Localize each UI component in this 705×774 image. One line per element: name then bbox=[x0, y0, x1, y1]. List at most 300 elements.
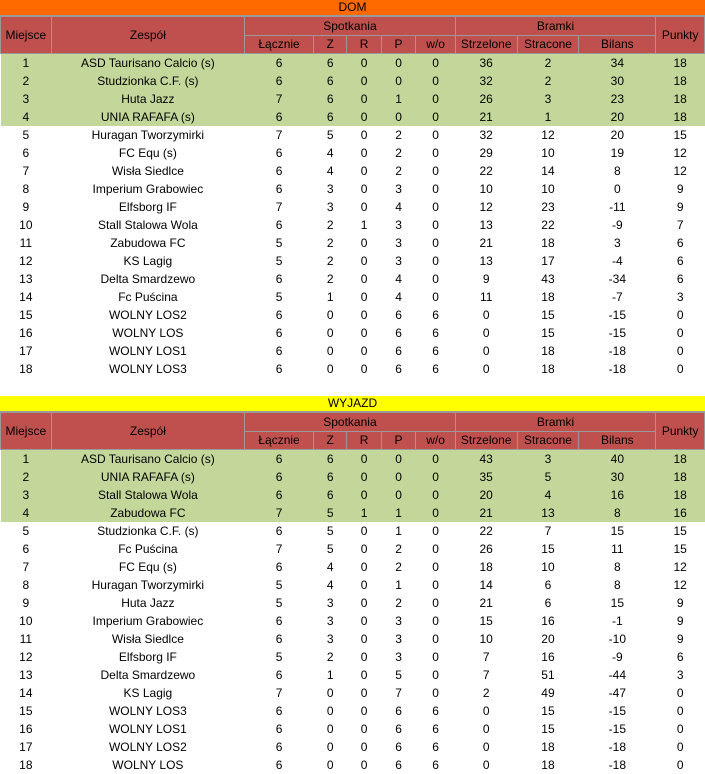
cell-points: 6 bbox=[656, 270, 705, 288]
cell-scored: 0 bbox=[455, 324, 517, 342]
cell-walkovers: 0 bbox=[416, 90, 456, 108]
cell-balance: -34 bbox=[579, 270, 656, 288]
cell-team: Studzionka C.F. (s) bbox=[51, 522, 244, 540]
cell-place: 4 bbox=[1, 108, 52, 126]
cell-walkovers: 0 bbox=[416, 180, 456, 198]
cell-scored: 15 bbox=[455, 612, 517, 630]
cell-scored: 20 bbox=[455, 486, 517, 504]
cell-total: 5 bbox=[245, 252, 314, 270]
cell-balance: -7 bbox=[579, 288, 656, 306]
cell-points: 9 bbox=[656, 594, 705, 612]
cell-balance: 15 bbox=[579, 594, 656, 612]
cell-balance: -47 bbox=[579, 684, 656, 702]
table-row bbox=[1, 198, 705, 216]
header-matches: Spotkania bbox=[245, 413, 456, 432]
cell-scored: 43 bbox=[455, 450, 517, 469]
cell-place: 12 bbox=[1, 648, 52, 666]
cell-walkovers: 0 bbox=[416, 630, 456, 648]
cell-conceded: 16 bbox=[517, 648, 579, 666]
cell-points: 18 bbox=[656, 90, 705, 108]
table-row bbox=[1, 288, 705, 306]
cell-place: 6 bbox=[1, 540, 52, 558]
cell-scored: 0 bbox=[455, 360, 517, 378]
cell-scored: 9 bbox=[455, 270, 517, 288]
cell-balance: 0 bbox=[579, 180, 656, 198]
cell-scored: 10 bbox=[455, 630, 517, 648]
header-balance: Bilans bbox=[579, 432, 656, 450]
cell-team: Wisła Siedlce bbox=[51, 630, 244, 648]
cell-draws: 0 bbox=[347, 90, 381, 108]
cell-points: 3 bbox=[656, 666, 705, 684]
cell-scored: 10 bbox=[455, 180, 517, 198]
cell-team: WOLNY LOS1 bbox=[51, 342, 244, 360]
table-row bbox=[1, 738, 705, 756]
cell-wins: 5 bbox=[313, 126, 346, 144]
cell-wins: 3 bbox=[313, 198, 346, 216]
cell-losses: 6 bbox=[381, 342, 415, 360]
cell-losses: 3 bbox=[381, 216, 415, 234]
cell-wins: 6 bbox=[313, 450, 346, 469]
cell-team: Fc Puścina bbox=[51, 288, 244, 306]
cell-place: 10 bbox=[1, 612, 52, 630]
cell-total: 6 bbox=[245, 270, 314, 288]
cell-conceded: 15 bbox=[517, 540, 579, 558]
cell-place: 6 bbox=[1, 144, 52, 162]
cell-walkovers: 0 bbox=[416, 162, 456, 180]
cell-place: 5 bbox=[1, 522, 52, 540]
cell-scored: 35 bbox=[455, 468, 517, 486]
cell-place: 11 bbox=[1, 630, 52, 648]
cell-scored: 0 bbox=[455, 720, 517, 738]
table-row bbox=[1, 324, 705, 342]
cell-wins: 0 bbox=[313, 684, 346, 702]
cell-walkovers: 0 bbox=[416, 450, 456, 469]
cell-place: 16 bbox=[1, 324, 52, 342]
cell-losses: 4 bbox=[381, 198, 415, 216]
cell-total: 6 bbox=[245, 612, 314, 630]
cell-walkovers: 6 bbox=[416, 720, 456, 738]
cell-place: 13 bbox=[1, 666, 52, 684]
section-title: WYJAZD bbox=[0, 396, 705, 412]
cell-total: 6 bbox=[245, 558, 314, 576]
cell-team: Delta Smardzewo bbox=[51, 270, 244, 288]
cell-losses: 3 bbox=[381, 180, 415, 198]
cell-walkovers: 0 bbox=[416, 558, 456, 576]
cell-place: 2 bbox=[1, 468, 52, 486]
cell-team: Huragan Tworzymirki bbox=[51, 126, 244, 144]
cell-scored: 21 bbox=[455, 108, 517, 126]
cell-place: 16 bbox=[1, 720, 52, 738]
table-row bbox=[1, 612, 705, 630]
cell-scored: 32 bbox=[455, 126, 517, 144]
cell-team: Fc Puścina bbox=[51, 540, 244, 558]
cell-points: 3 bbox=[656, 288, 705, 306]
cell-draws: 0 bbox=[347, 756, 381, 774]
cell-balance: 16 bbox=[579, 486, 656, 504]
table-row bbox=[1, 450, 705, 469]
cell-place: 17 bbox=[1, 738, 52, 756]
header-losses: P bbox=[381, 36, 415, 54]
cell-team: Elfsborg IF bbox=[51, 648, 244, 666]
cell-balance: 11 bbox=[579, 540, 656, 558]
cell-wins: 5 bbox=[313, 522, 346, 540]
cell-points: 12 bbox=[656, 558, 705, 576]
cell-points: 12 bbox=[656, 162, 705, 180]
cell-wins: 6 bbox=[313, 90, 346, 108]
cell-draws: 0 bbox=[347, 144, 381, 162]
cell-losses: 3 bbox=[381, 252, 415, 270]
cell-place: 1 bbox=[1, 450, 52, 469]
cell-team: ASD Taurisano Calcio (s) bbox=[51, 450, 244, 469]
cell-losses: 4 bbox=[381, 270, 415, 288]
cell-conceded: 12 bbox=[517, 126, 579, 144]
cell-balance: -18 bbox=[579, 342, 656, 360]
cell-team: Stall Stalowa Wola bbox=[51, 216, 244, 234]
table-row bbox=[1, 306, 705, 324]
cell-balance: 34 bbox=[579, 54, 656, 73]
cell-draws: 0 bbox=[347, 522, 381, 540]
cell-draws: 0 bbox=[347, 324, 381, 342]
table-row bbox=[1, 54, 705, 73]
cell-wins: 1 bbox=[313, 666, 346, 684]
table-row bbox=[1, 216, 705, 234]
cell-place: 7 bbox=[1, 558, 52, 576]
cell-wins: 0 bbox=[313, 342, 346, 360]
cell-draws: 1 bbox=[347, 504, 381, 522]
cell-scored: 12 bbox=[455, 198, 517, 216]
cell-wins: 0 bbox=[313, 360, 346, 378]
cell-walkovers: 0 bbox=[416, 54, 456, 73]
cell-points: 18 bbox=[656, 468, 705, 486]
standings-body bbox=[1, 54, 705, 379]
cell-team: WOLNY LOS1 bbox=[51, 720, 244, 738]
table-row bbox=[1, 270, 705, 288]
cell-wins: 4 bbox=[313, 144, 346, 162]
cell-team: Zabudowa FC bbox=[51, 234, 244, 252]
cell-draws: 0 bbox=[347, 558, 381, 576]
cell-losses: 1 bbox=[381, 522, 415, 540]
cell-conceded: 3 bbox=[517, 90, 579, 108]
cell-points: 9 bbox=[656, 198, 705, 216]
cell-total: 6 bbox=[245, 342, 314, 360]
cell-points: 18 bbox=[656, 54, 705, 73]
cell-wins: 3 bbox=[313, 630, 346, 648]
cell-losses: 6 bbox=[381, 720, 415, 738]
cell-scored: 13 bbox=[455, 252, 517, 270]
cell-total: 7 bbox=[245, 126, 314, 144]
cell-scored: 21 bbox=[455, 234, 517, 252]
cell-walkovers: 6 bbox=[416, 756, 456, 774]
cell-wins: 2 bbox=[313, 216, 346, 234]
header-scored: Strzelone bbox=[455, 432, 517, 450]
cell-team: Elfsborg IF bbox=[51, 198, 244, 216]
cell-wins: 4 bbox=[313, 162, 346, 180]
cell-walkovers: 0 bbox=[416, 216, 456, 234]
cell-balance: 30 bbox=[579, 468, 656, 486]
cell-points: 0 bbox=[656, 342, 705, 360]
cell-wins: 1 bbox=[313, 288, 346, 306]
cell-team: WOLNY LOS2 bbox=[51, 306, 244, 324]
cell-place: 13 bbox=[1, 270, 52, 288]
table-row bbox=[1, 540, 705, 558]
header-place: Miejsce bbox=[1, 17, 52, 54]
cell-wins: 6 bbox=[313, 486, 346, 504]
cell-walkovers: 0 bbox=[416, 234, 456, 252]
cell-total: 6 bbox=[245, 162, 314, 180]
cell-losses: 5 bbox=[381, 666, 415, 684]
table-row bbox=[1, 360, 705, 378]
cell-balance: -15 bbox=[579, 324, 656, 342]
cell-wins: 2 bbox=[313, 270, 346, 288]
cell-balance: -4 bbox=[579, 252, 656, 270]
cell-total: 6 bbox=[245, 216, 314, 234]
cell-conceded: 18 bbox=[517, 738, 579, 756]
cell-team: Imperium Grabowiec bbox=[51, 180, 244, 198]
cell-points: 6 bbox=[656, 252, 705, 270]
cell-draws: 0 bbox=[347, 126, 381, 144]
cell-conceded: 51 bbox=[517, 666, 579, 684]
cell-walkovers: 6 bbox=[416, 738, 456, 756]
cell-total: 6 bbox=[245, 630, 314, 648]
cell-total: 6 bbox=[245, 756, 314, 774]
cell-team: UNIA RAFAFA (s) bbox=[51, 108, 244, 126]
cell-draws: 0 bbox=[347, 270, 381, 288]
cell-losses: 4 bbox=[381, 288, 415, 306]
cell-team: Zabudowa FC bbox=[51, 504, 244, 522]
header-walkovers: w/o bbox=[416, 432, 456, 450]
header-walkovers: w/o bbox=[416, 36, 456, 54]
cell-total: 6 bbox=[245, 54, 314, 73]
cell-losses: 0 bbox=[381, 108, 415, 126]
cell-scored: 7 bbox=[455, 666, 517, 684]
cell-total: 6 bbox=[245, 702, 314, 720]
cell-draws: 0 bbox=[347, 684, 381, 702]
cell-team: Wisła Siedlce bbox=[51, 162, 244, 180]
cell-total: 6 bbox=[245, 450, 314, 469]
cell-team: WOLNY LOS2 bbox=[51, 738, 244, 756]
cell-scored: 36 bbox=[455, 54, 517, 73]
cell-total: 5 bbox=[245, 288, 314, 306]
cell-walkovers: 0 bbox=[416, 270, 456, 288]
cell-balance: -1 bbox=[579, 612, 656, 630]
cell-balance: 23 bbox=[579, 90, 656, 108]
cell-place: 8 bbox=[1, 180, 52, 198]
cell-conceded: 15 bbox=[517, 702, 579, 720]
cell-balance: -10 bbox=[579, 630, 656, 648]
cell-balance: -15 bbox=[579, 702, 656, 720]
section-title: DOM bbox=[0, 0, 705, 16]
cell-draws: 0 bbox=[347, 594, 381, 612]
cell-draws: 0 bbox=[347, 630, 381, 648]
cell-total: 7 bbox=[245, 684, 314, 702]
cell-losses: 0 bbox=[381, 486, 415, 504]
cell-place: 18 bbox=[1, 360, 52, 378]
cell-draws: 0 bbox=[347, 576, 381, 594]
cell-place: 15 bbox=[1, 702, 52, 720]
cell-losses: 0 bbox=[381, 468, 415, 486]
table-row bbox=[1, 684, 705, 702]
cell-conceded: 18 bbox=[517, 234, 579, 252]
cell-balance: 15 bbox=[579, 522, 656, 540]
cell-walkovers: 0 bbox=[416, 468, 456, 486]
cell-balance: 3 bbox=[579, 234, 656, 252]
cell-walkovers: 0 bbox=[416, 576, 456, 594]
cell-walkovers: 0 bbox=[416, 648, 456, 666]
cell-wins: 0 bbox=[313, 702, 346, 720]
cell-team: Stall Stalowa Wola bbox=[51, 486, 244, 504]
cell-wins: 0 bbox=[313, 756, 346, 774]
cell-balance: 8 bbox=[579, 558, 656, 576]
cell-points: 7 bbox=[656, 216, 705, 234]
cell-losses: 0 bbox=[381, 72, 415, 90]
cell-team: Studzionka C.F. (s) bbox=[51, 72, 244, 90]
standings-body bbox=[1, 450, 705, 774]
cell-total: 6 bbox=[245, 306, 314, 324]
cell-conceded: 6 bbox=[517, 594, 579, 612]
cell-walkovers: 6 bbox=[416, 306, 456, 324]
table-row bbox=[1, 702, 705, 720]
cell-scored: 21 bbox=[455, 594, 517, 612]
cell-wins: 0 bbox=[313, 324, 346, 342]
cell-draws: 0 bbox=[347, 720, 381, 738]
cell-total: 6 bbox=[245, 666, 314, 684]
cell-place: 1 bbox=[1, 54, 52, 73]
cell-losses: 6 bbox=[381, 702, 415, 720]
cell-points: 16 bbox=[656, 504, 705, 522]
cell-losses: 2 bbox=[381, 144, 415, 162]
cell-place: 14 bbox=[1, 288, 52, 306]
cell-walkovers: 0 bbox=[416, 666, 456, 684]
standings-table bbox=[0, 16, 705, 378]
cell-scored: 22 bbox=[455, 162, 517, 180]
cell-place: 14 bbox=[1, 684, 52, 702]
cell-total: 5 bbox=[245, 576, 314, 594]
header-total: Łącznie bbox=[245, 432, 314, 450]
cell-scored: 21 bbox=[455, 504, 517, 522]
table-row bbox=[1, 630, 705, 648]
cell-losses: 1 bbox=[381, 90, 415, 108]
cell-wins: 6 bbox=[313, 54, 346, 73]
cell-balance: -15 bbox=[579, 720, 656, 738]
cell-place: 4 bbox=[1, 504, 52, 522]
cell-team: Imperium Grabowiec bbox=[51, 612, 244, 630]
table-row bbox=[1, 558, 705, 576]
cell-wins: 0 bbox=[313, 306, 346, 324]
cell-scored: 26 bbox=[455, 90, 517, 108]
cell-wins: 4 bbox=[313, 576, 346, 594]
cell-losses: 2 bbox=[381, 540, 415, 558]
cell-losses: 2 bbox=[381, 558, 415, 576]
cell-walkovers: 0 bbox=[416, 594, 456, 612]
cell-points: 15 bbox=[656, 540, 705, 558]
cell-points: 6 bbox=[656, 648, 705, 666]
cell-draws: 0 bbox=[347, 72, 381, 90]
cell-draws: 0 bbox=[347, 180, 381, 198]
header-matches: Spotkania bbox=[245, 17, 456, 36]
cell-conceded: 7 bbox=[517, 522, 579, 540]
header-draws: R bbox=[347, 432, 381, 450]
cell-losses: 3 bbox=[381, 630, 415, 648]
cell-draws: 0 bbox=[347, 450, 381, 469]
cell-team: WOLNY LOS3 bbox=[51, 360, 244, 378]
cell-losses: 6 bbox=[381, 738, 415, 756]
cell-draws: 0 bbox=[347, 252, 381, 270]
cell-team: WOLNY LOS bbox=[51, 756, 244, 774]
cell-balance: -9 bbox=[579, 216, 656, 234]
cell-points: 0 bbox=[656, 702, 705, 720]
table-row bbox=[1, 144, 705, 162]
cell-draws: 0 bbox=[347, 198, 381, 216]
cell-balance: 20 bbox=[579, 126, 656, 144]
cell-conceded: 15 bbox=[517, 306, 579, 324]
cell-place: 2 bbox=[1, 72, 52, 90]
cell-conceded: 15 bbox=[517, 324, 579, 342]
cell-conceded: 13 bbox=[517, 504, 579, 522]
cell-points: 0 bbox=[656, 738, 705, 756]
cell-walkovers: 0 bbox=[416, 486, 456, 504]
cell-conceded: 17 bbox=[517, 252, 579, 270]
cell-scored: 0 bbox=[455, 756, 517, 774]
cell-scored: 26 bbox=[455, 540, 517, 558]
header-balance: Bilans bbox=[579, 36, 656, 54]
cell-walkovers: 6 bbox=[416, 360, 456, 378]
cell-place: 11 bbox=[1, 234, 52, 252]
cell-wins: 2 bbox=[313, 252, 346, 270]
cell-team: Delta Smardzewo bbox=[51, 666, 244, 684]
header-points: Punkty bbox=[656, 413, 705, 450]
cell-conceded: 16 bbox=[517, 612, 579, 630]
cell-balance: -18 bbox=[579, 360, 656, 378]
cell-conceded: 23 bbox=[517, 198, 579, 216]
cell-scored: 14 bbox=[455, 576, 517, 594]
cell-place: 18 bbox=[1, 756, 52, 774]
cell-balance: -11 bbox=[579, 198, 656, 216]
cell-points: 9 bbox=[656, 630, 705, 648]
cell-walkovers: 0 bbox=[416, 252, 456, 270]
cell-walkovers: 0 bbox=[416, 288, 456, 306]
header-wins: Z bbox=[313, 36, 346, 54]
cell-balance: 8 bbox=[579, 162, 656, 180]
cell-place: 3 bbox=[1, 90, 52, 108]
header-conceded: Stracone bbox=[517, 432, 579, 450]
cell-conceded: 49 bbox=[517, 684, 579, 702]
table-row bbox=[1, 594, 705, 612]
cell-points: 18 bbox=[656, 450, 705, 469]
cell-points: 0 bbox=[656, 360, 705, 378]
cell-conceded: 22 bbox=[517, 216, 579, 234]
cell-total: 6 bbox=[245, 324, 314, 342]
cell-draws: 0 bbox=[347, 108, 381, 126]
cell-total: 6 bbox=[245, 180, 314, 198]
cell-total: 7 bbox=[245, 90, 314, 108]
cell-conceded: 10 bbox=[517, 144, 579, 162]
cell-wins: 4 bbox=[313, 558, 346, 576]
cell-wins: 3 bbox=[313, 180, 346, 198]
header-place: Miejsce bbox=[1, 413, 52, 450]
cell-total: 5 bbox=[245, 234, 314, 252]
cell-walkovers: 0 bbox=[416, 72, 456, 90]
cell-losses: 3 bbox=[381, 234, 415, 252]
cell-total: 6 bbox=[245, 720, 314, 738]
cell-total: 7 bbox=[245, 540, 314, 558]
cell-scored: 0 bbox=[455, 738, 517, 756]
cell-losses: 0 bbox=[381, 450, 415, 469]
cell-conceded: 18 bbox=[517, 756, 579, 774]
cell-scored: 13 bbox=[455, 216, 517, 234]
cell-walkovers: 0 bbox=[416, 540, 456, 558]
table-row bbox=[1, 666, 705, 684]
cell-conceded: 2 bbox=[517, 54, 579, 73]
